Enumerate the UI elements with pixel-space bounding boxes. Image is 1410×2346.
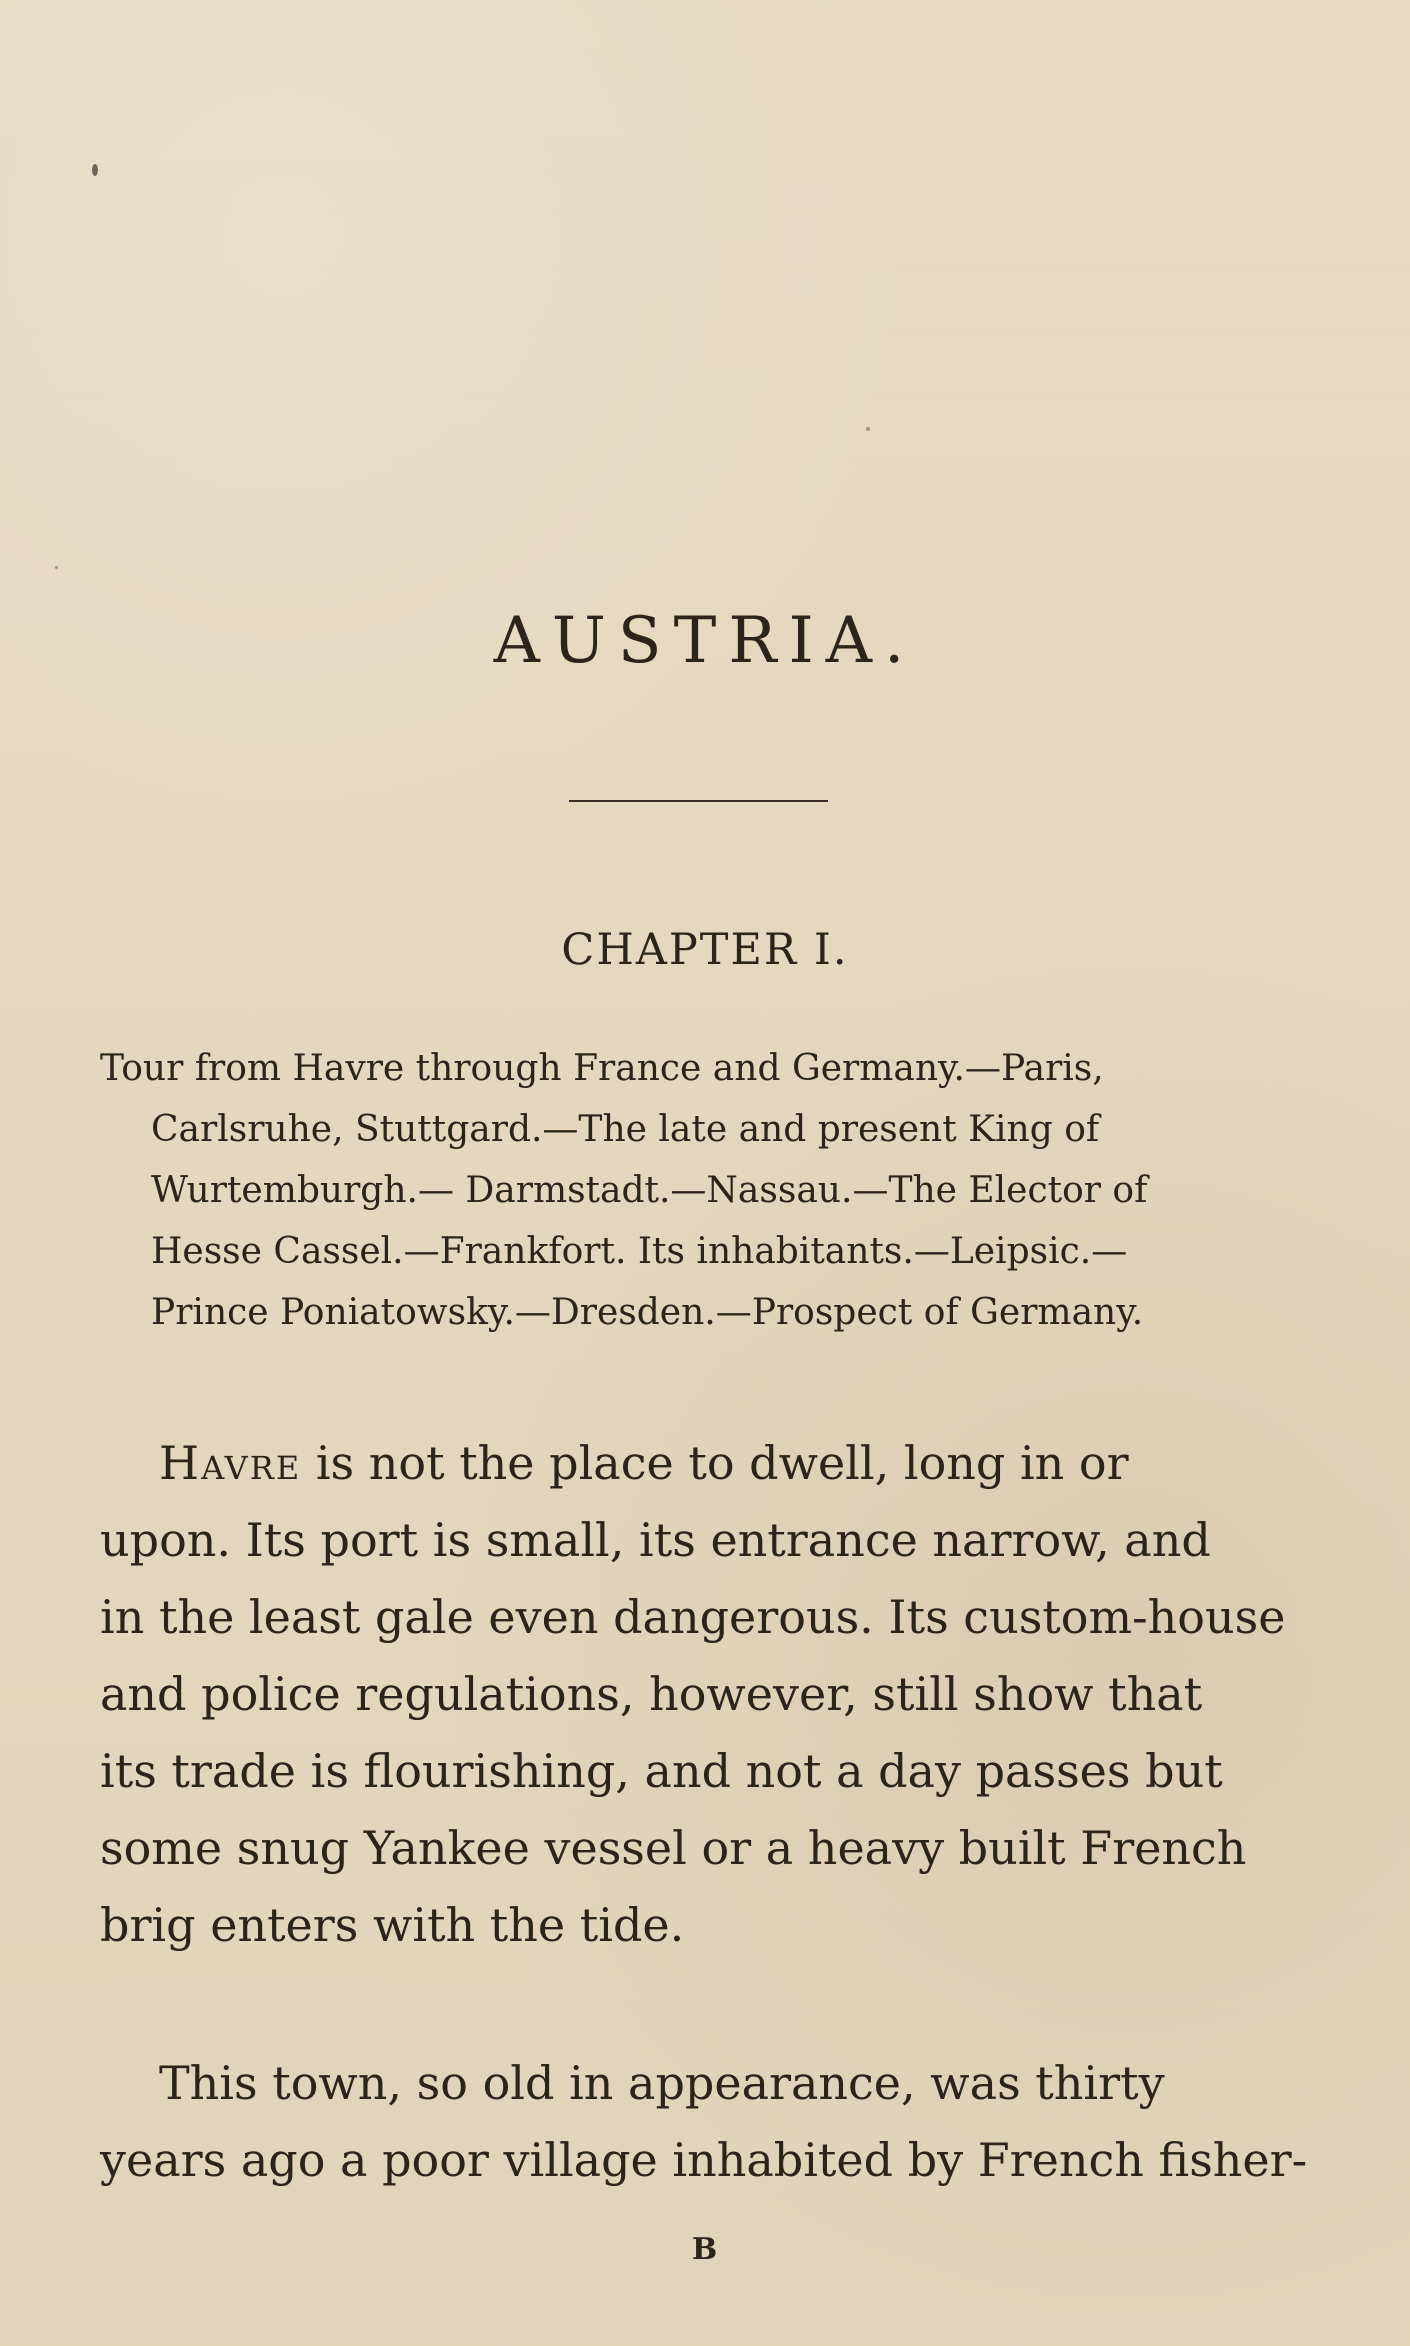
paragraph-line: This town, so old in appearance, was thirty	[159, 2056, 1165, 2110]
summary-line: Hesse Cassel.—Frankfort. Its inhabitants.—Leipsic.—	[151, 1231, 1128, 1272]
chapter-summary	[100, 1038, 1300, 1343]
paragraph-line	[100, 1425, 1300, 1502]
paper-speck	[92, 164, 98, 176]
page-signature: B	[691, 2232, 719, 2267]
line-text: is not the place to dwell, long in or	[301, 1436, 1129, 1490]
summary-line: Prince Poniatowsky.—Dresden.—Prospect of Germany.	[151, 1292, 1144, 1333]
paper-speck	[55, 566, 58, 569]
body-paragraph	[100, 2045, 1308, 2199]
title-rule	[569, 800, 828, 802]
paragraph-line: brig enters with the tide.	[100, 1898, 685, 1952]
paragraph-line: and police regulations, however, still show that	[100, 1667, 1203, 1721]
lead-word: Havre	[159, 1436, 302, 1490]
paragraph-line: some snug Yankee vessel or a heavy built French	[100, 1821, 1247, 1875]
paper-speck	[866, 427, 870, 431]
chapter-heading: CHAPTER I.	[561, 925, 849, 975]
paragraph-line: years ago a poor village inhabited by French fisher-	[100, 2133, 1308, 2187]
body-paragraph	[100, 1425, 1300, 1964]
summary-line: Tour from Havre through France and Germany.—Paris,	[100, 1048, 1104, 1089]
paper-bleed	[0, 0, 1410, 1040]
paragraph-line: its trade is flourishing, and not a day passes but	[100, 1744, 1223, 1798]
paragraph-line: upon. Its port is small, its entrance narrow, and	[100, 1513, 1211, 1567]
paragraph-line: in the least gale even dangerous. Its custom-house	[100, 1590, 1286, 1644]
summary-line: Wurtemburgh.— Darmstadt.—Nassau.—The Elector of	[151, 1170, 1148, 1211]
page-title: AUSTRIA.	[493, 604, 917, 678]
summary-line: Carlsruhe, Stuttgard.—The late and present King of	[151, 1109, 1100, 1150]
